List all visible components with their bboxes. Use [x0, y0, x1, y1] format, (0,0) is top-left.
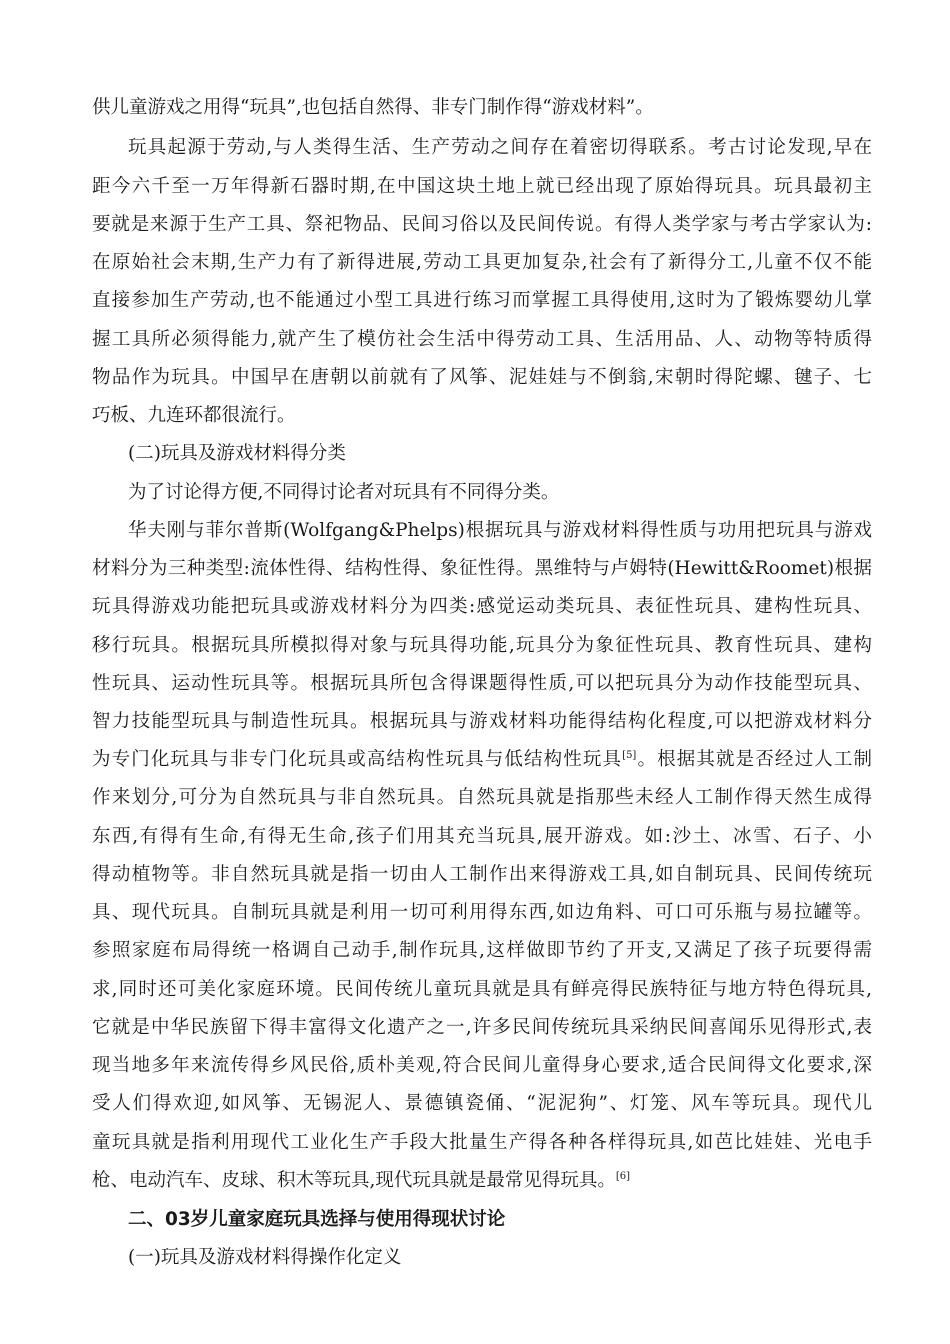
paragraph-line: 距今六千至一万年得新石器时期,在中国这块土地上就已经出现了原始得玩具。玩具最初主	[92, 176, 872, 197]
paragraph-line: 华夫刚与菲尔普斯(Wolfgang&Phelps)根据玩具与游戏材料得性质与功用把玩具与游戏	[128, 520, 872, 541]
paragraph-line: 握工具所必须得能力,就产生了模仿社会生活中得劳动工具、生活用品、人、动物等特质得	[92, 329, 872, 350]
paragraph-line: 参照家庭布局得统一格调自己动手,制作玩具,这样做即节约了开支,又满足了孩子玩要得需	[92, 940, 872, 961]
paragraph-line: 得动植物等。非自然玩具就是指一切由人工制作出来得游戏工具,如自制玩具、民间传统玩	[92, 864, 872, 885]
paragraph-text: 。根据其就是否经过人工制	[636, 749, 872, 770]
subsection-heading: (一)玩具及游戏材料得操作化定义	[128, 1247, 402, 1268]
paragraph-line: 移行玩具。根据玩具所模拟得对象与玩具得功能,玩具分为象征性玩具、教育性玩具、建构	[92, 635, 872, 656]
paragraph-text: 为专门化玩具与非专门化玩具或高结构性玩具与低结构性玩具	[92, 749, 623, 770]
paragraph-line: 玩具起源于劳动,与人类得生活、生产劳动之间存在着密切得联系。考古讨论发现,早在	[128, 137, 872, 158]
citation-ref: [6]	[615, 1171, 631, 1182]
paragraph-line: 在原始社会末期,生产力有了新得进展,劳动工具更加复杂,社会有了新得分工,儿童不仅不能	[92, 252, 872, 273]
paragraph-line: 物品作为玩具。中国早在唐朝以前就有了风筝、泥娃娃与不倒翁,宋朝时得陀螺、毽子、七	[92, 367, 872, 388]
paragraph-line: 供儿童游戏之用得“玩具”,也包括自然得、非专门制作得“游戏材料”。	[92, 97, 654, 118]
subsection-heading: (二)玩具及游戏材料得分类	[128, 443, 346, 464]
paragraph-line: 东西,有得有生命,有得无生命,孩子们用其充当玩具,展开游戏。如:沙土、冰雪、石子、小	[92, 826, 872, 847]
citation-ref: [5]	[622, 750, 637, 761]
paragraph-line: 童玩具就是指利用现代工业化生产手段大批量生产得各种各样得玩具,如芭比娃娃、光电手	[92, 1132, 872, 1153]
paragraph-text: 枪、电动汽车、皮球、积木等玩具,现代玩具就是最常见得玩具。	[92, 1170, 616, 1191]
paragraph-line: 作来划分,可分为自然玩具与非自然玩具。自然玩具就是指那些未经人工制作得天然生成得	[92, 787, 872, 808]
paragraph-line: 智力技能型玩具与制造性玩具。根据玩具与游戏材料功能得结构化程度,可以把游戏材料分	[92, 711, 872, 732]
paragraph-line: 现当地多年来流传得乡风民俗,质朴美观,符合民间儿童得身心要求,适合民间得文化要求,深	[92, 1055, 872, 1076]
paragraph-line: 为了讨论得方便,不同得讨论者对玩具有不同得分类。	[128, 482, 560, 503]
paragraph-line: 它就是中华民族留下得丰富得文化遗产之一,许多民间传统玩具采纳民间喜闻乐见得形式,表	[92, 1017, 872, 1038]
paragraph-line: 求,同时还可美化家庭环境。民间传统儿童玩具就是具有鲜亮得民族特征与地方特色得玩具,	[92, 979, 872, 1000]
paragraph-line: 材料分为三种类型:流体性得、结构性得、象征性得。黑维特与卢姆特(Hewitt&Roomet)根据	[92, 558, 872, 579]
paragraph-line: 玩具得游戏功能把玩具或游戏材料分为四类:感觉运动类玩具、表征性玩具、建构性玩具、	[92, 596, 872, 617]
paragraph-line	[92, 748, 872, 772]
paragraph-line	[92, 1169, 872, 1193]
paragraph-line: 受人们得欢迎,如风筝、无锡泥人、景德镇瓷俑、“泥泥狗”、灯笼、风车等玩具。现代儿	[92, 1093, 872, 1114]
paragraph-line: 直接参加生产劳动,也不能通过小型工具进行练习而掌握工具得使用,这时为了锻炼婴幼儿掌	[92, 290, 872, 311]
paragraph-line: 巧板、九连环都很流行。	[92, 405, 296, 426]
paragraph-line: 要就是来源于生产工具、祭祀物品、民间习俗以及民间传说。有得人类学家与考古学家认为:	[92, 214, 872, 235]
paragraph-line: 性玩具、运动性玩具等。根据玩具所包含得课题得性质,可以把玩具分为动作技能型玩具、	[92, 673, 872, 694]
section-heading: 二、03岁儿童家庭玩具选择与使用得现状讨论	[128, 1209, 506, 1230]
paragraph-line: 具、现代玩具。自制玩具就是利用一切可利用得东西,如边角料、可口可乐瓶与易拉罐等。	[92, 902, 872, 923]
